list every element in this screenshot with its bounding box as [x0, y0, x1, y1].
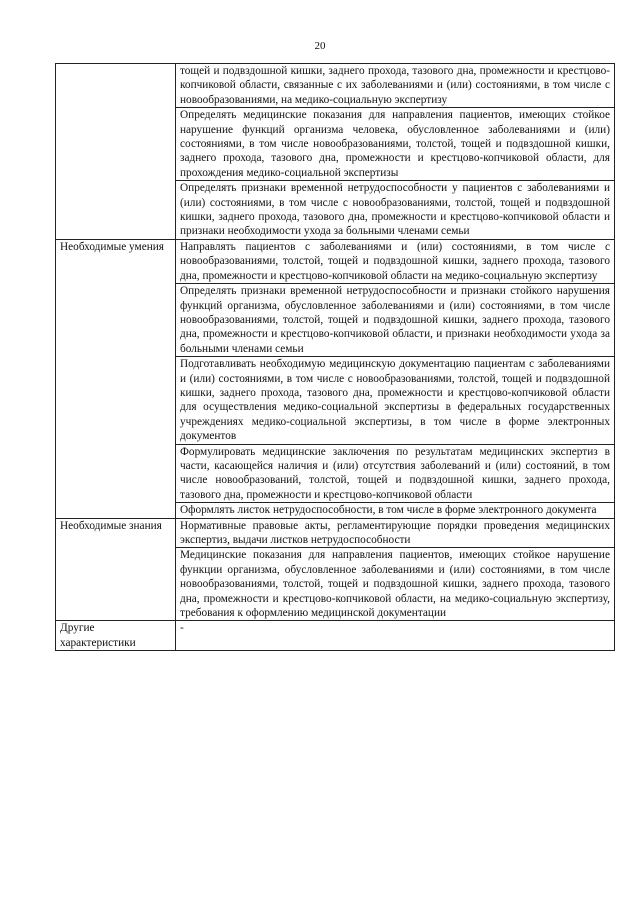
- content-cell: Определять медицинские показания для направления пациентов, имеющих стойкое нарушение функций организма человека, обусловленное заболеваниями и (или) состояниями, в том числе новообразованиями, толстой, тощей и подвздошной кишки, заднего прохода, тазового дна, промежности и крестцово-копчиковой области, для прохождения медико-социальной экспертизы: [176, 108, 615, 181]
- content-cell: Медицинские показания для направления пациентов, имеющих стойкое нарушение функции организма, обусловленное заболеваниями и (или) состояниями, в том числе новообразованиями, толстой, тощей и подвздошной кишки, заднего прохода, тазового дна, промежности и крестцово-копчиковой области, на медико-социальную экспертизу, требования к оформлению медицинской документации: [176, 548, 615, 621]
- table-row: [56, 621, 615, 651]
- content-cell: -: [176, 621, 615, 651]
- content-cell: Подготавливать необходимую медицинскую документацию пациентам с заболеваниями и (или) состояниями, в том числе с новообразованиями, толстой, тощей и подвздошной кишки, заднего прохода, тазового дна, промежности и крестцово-копчиковой области для осуществления медико-социальной экспертизы в федеральных государственных учреждениях медико-социальной экспертизы, в том числе в форме электронных документов: [176, 357, 615, 444]
- other-characteristics-label: Другие характеристики: [56, 621, 176, 651]
- row-label-cell: [56, 64, 176, 240]
- skills-label: Необходимые умения: [56, 239, 176, 518]
- content-cell: Направлять пациентов с заболеваниями и (или) состояниями, в том числе с новообразованиями, толстой, тощей и подвздошной кишки, заднего прохода, тазового дна, промежности и крестцово-копчиковой области на медико-социальную экспертизу: [176, 239, 615, 283]
- page-number: 20: [314, 40, 326, 52]
- table-row: [56, 518, 615, 548]
- content-cell: Формулировать медицинские заключения по результатам медицинских экспертиз в части, касающейся наличия и (или) отсутствия заболеваний и (или) состояний, в том числе новообразований, толстой, тощей и подвздошной кишки, заднего прохода, тазового дна, промежности и крестцово-копчиковой области: [176, 444, 615, 503]
- content-cell: тощей и подвздошной кишки, заднего прохода, тазового дна, промежности и крестцово-копчиковой области, связанные с их заболеваниями и (или) состояниями, в том числе с новообразованиями, на медико-социальную экспертизу: [176, 64, 615, 108]
- table-row: [56, 64, 615, 108]
- content-cell: Определять признаки временной нетрудоспособности у пациентов с заболеваниями и (или) состояниями, в том числе с новообразованиями, толстой, тощей и подвздошной кишки, заднего прохода, тазового дна, промежности и крестцово-копчиковой области и признаки необходимости ухода за больными членами семьи: [176, 181, 615, 240]
- labor-function-table: [55, 63, 615, 651]
- content-cell: Определять признаки временной нетрудоспособности и признаки стойкого нарушения функций организма, обусловленное заболеваниями и (или) состояниями, в том числе новообразованиями, толстой, тощей и подвздошной кишки, заднего прохода, тазового дна, промежности и крестцово-копчиковой области, и признаки необходимости ухода за больными членами семьи: [176, 284, 615, 357]
- content-cell: Нормативные правовые акты, регламентирующие порядки проведения медицинских экспертиз, выдачи листков нетрудоспособности: [176, 518, 615, 548]
- knowledge-label: Необходимые знания: [56, 518, 176, 621]
- content-cell: Оформлять листок нетрудоспособности, в том числе в форме электронного документа: [176, 503, 615, 518]
- table-row: [56, 239, 615, 283]
